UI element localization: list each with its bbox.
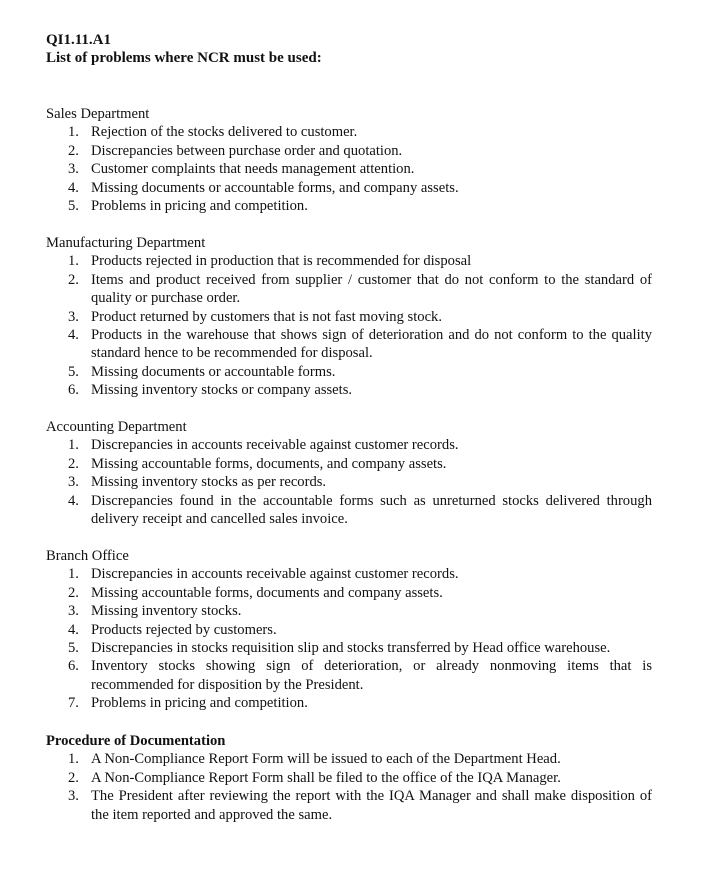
item-number: 1.: [68, 124, 79, 141]
item-list: [46, 750, 652, 824]
item-number: 2.: [68, 769, 79, 786]
section-title: Accounting Department: [46, 419, 187, 435]
item-number: 2.: [68, 142, 79, 159]
list-item: [46, 381, 652, 399]
item-number: 5.: [68, 640, 79, 657]
list-item: [46, 197, 652, 215]
item-list: [46, 436, 652, 528]
list-item: [46, 142, 652, 160]
section-title: Sales Department: [46, 106, 150, 122]
item-text: Missing inventory stocks or company assets.: [91, 382, 353, 399]
section-title: Manufacturing Department: [46, 235, 206, 251]
item-text: Problems in pricing and competition.: [91, 198, 308, 215]
item-text: Customer complaints that needs management attention.: [91, 161, 415, 178]
list-item: [46, 326, 652, 363]
list-item: [46, 602, 652, 620]
item-number: 4.: [68, 492, 79, 509]
item-number: 4.: [68, 179, 79, 196]
list-item: [46, 769, 652, 787]
document-title: List of problems where NCR must be used:: [46, 50, 322, 66]
list-item: [46, 492, 652, 529]
list-item: [46, 473, 652, 491]
item-text: Missing inventory stocks as per records.: [91, 474, 327, 491]
item-text: The President after reviewing the report with the IQA Manager and shall make disposition of the item reported and approved the same.: [91, 788, 652, 823]
list-item: [46, 252, 652, 270]
list-item: [46, 160, 652, 178]
section-sales-department: [46, 105, 652, 215]
item-text: Discrepancies in accounts receivable against customer records.: [91, 566, 459, 583]
list-item: [46, 621, 652, 639]
item-list: [46, 252, 652, 399]
list-item: [46, 308, 652, 326]
list-item: [46, 639, 652, 657]
item-text: A Non-Compliance Report Form will be issued to each of the Department Head.: [91, 751, 561, 768]
list-item: [46, 565, 652, 583]
item-text: Missing inventory stocks.: [91, 603, 242, 620]
item-number: 2.: [68, 584, 79, 601]
list-item: [46, 694, 652, 712]
list-item: [46, 750, 652, 768]
item-text: A Non-Compliance Report Form shall be filed to the office of the IQA Manager.: [91, 769, 561, 786]
list-item: [46, 436, 652, 454]
item-number: 3.: [68, 308, 79, 325]
item-number: 1.: [68, 437, 79, 454]
list-item: [46, 179, 652, 197]
item-text: Missing documents or accountable forms, and company assets.: [91, 179, 459, 196]
item-number: 2.: [68, 271, 79, 288]
item-text: Discrepancies between purchase order and quotation.: [91, 142, 403, 159]
section-manufacturing-department: [46, 234, 652, 400]
list-item: [46, 657, 652, 694]
item-text: Products rejected by customers.: [91, 621, 277, 638]
list-item: [46, 363, 652, 381]
item-number: 1.: [68, 751, 79, 768]
item-text: Items and product received from supplier / customer that do not conform to the standard of quality or purchase order.: [91, 271, 652, 307]
item-text: Product returned by customers that is not fast moving stock.: [91, 308, 443, 325]
item-number: 2.: [68, 455, 79, 472]
item-text: Problems in pricing and competition.: [91, 695, 308, 712]
item-text: Products in the warehouse that shows sign of deterioration and do not conform to the quality standard hence to be recommended for disposal.: [91, 327, 652, 362]
list-item: [46, 455, 652, 473]
section-title: Procedure of Documentation: [46, 733, 226, 749]
section-title: Branch Office: [46, 548, 129, 564]
item-text: Products rejected in production that is recommended for disposal: [91, 253, 472, 270]
item-number: 1.: [68, 253, 79, 270]
list-item: [46, 584, 652, 602]
section-accounting-department: [46, 418, 652, 528]
item-number: 3.: [68, 788, 79, 805]
list-item: [46, 271, 652, 308]
item-number: 6.: [68, 382, 79, 399]
item-number: 6.: [68, 658, 79, 675]
item-number: 5.: [68, 363, 79, 380]
item-number: 7.: [68, 695, 79, 712]
item-number: 5.: [68, 198, 79, 215]
item-text: Discrepancies found in the accountable forms such as unreturned stocks delivered through delivery receipt and cancelled sales invoice.: [91, 492, 652, 528]
item-number: 3.: [68, 603, 79, 620]
item-list: [46, 123, 652, 215]
document-code: QI1.11.A1: [46, 32, 112, 48]
list-item: [46, 787, 652, 824]
list-item: [46, 123, 652, 141]
item-number: 3.: [68, 474, 79, 491]
item-text: Inventory stocks showing sign of deterioration, or already nonmoving items that is recommended for disposition by the President.: [91, 658, 652, 693]
item-text: Missing accountable forms, documents and company assets.: [91, 584, 443, 601]
item-text: Discrepancies in stocks requisition slip and stocks transferred by Head office warehouse.: [91, 640, 611, 657]
item-text: Discrepancies in accounts receivable against customer records.: [91, 437, 459, 454]
item-text: Missing accountable forms, documents, and company assets.: [91, 455, 447, 472]
section-procedure-of-documentation: [46, 732, 652, 824]
item-text: Rejection of the stocks delivered to customer.: [91, 124, 358, 141]
item-list: [46, 565, 652, 712]
item-number: 4.: [68, 327, 79, 344]
item-number: 1.: [68, 566, 79, 583]
item-text: Missing documents or accountable forms.: [91, 363, 336, 380]
item-number: 4.: [68, 621, 79, 638]
item-number: 3.: [68, 161, 79, 178]
section-branch-office: [46, 547, 652, 713]
